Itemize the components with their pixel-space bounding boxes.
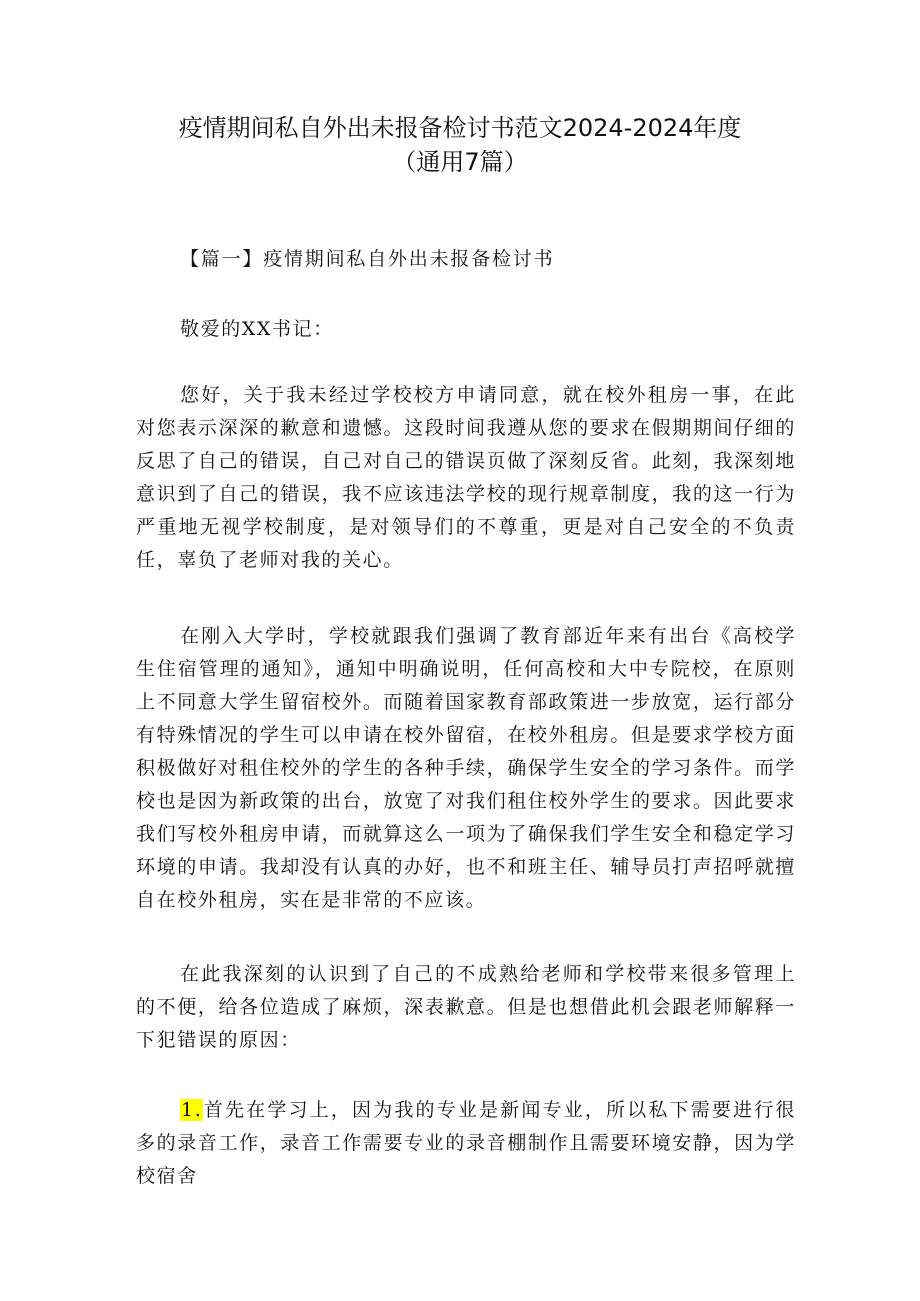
document-title-line1: 疫情期间私自外出未报备检讨书范文2024-2024年度 [178,114,742,142]
point-1-text: 首先在学习上，因为我的专业是新闻专业，所以私下需要进行很多的录音工作，录音工作需要专业的录音棚制作且需要环境安静，因为学校宿舍 [136,1099,796,1187]
document-title-line2: （通用7篇） [392,148,528,176]
paragraph-2: 在刚入大学时，学校就跟我们强调了教育部近年来有出台《高校学生住宿管理的通知》，通知中明确说明，任何高校和大中专院校，在原则上不同意大学生留宿校外。而随着国家教育部政策进一步放宽，运行部分有特殊情况的学生可以申请在校外留宿，在校外租房。但是要求学校方面积极做好对租住校外的学生的各种手续，确保学生安全的学习条件。而学校也是因为新政策的出台，放宽了对我们租住校外学生的要求。因此要求我们写校外租房申请，而就算这么一项为了确保我们学生安全和稳定学习环境的申请。我却没有认真的办好，也不和班主任、辅导员打声招呼就擅自在校外租房，实在是非常的不应该。 [136,625,796,911]
section-heading: 【篇一】疫情期间私自外出未报备检讨书 [180,248,555,270]
paragraph-point-1 [136,1094,796,1193]
paragraph-1: 您好，关于我未经过学校校方申请同意，就在校外租房一事，在此对您表示深深的歉意和遗憾。这段时间我遵从您的要求在假期期间仔细的反思了自己的错误，自己对自己的错误页做了深刻反省。此刻，我深刻地意识到了自己的错误，我不应该违法学校的现行规章制度，我的这一行为严重地无视学校制度，是对领导们的不尊重，更是对自己安全的不负责任，辜负了老师对我的关心。 [136,384,796,571]
salutation: 敬爱的XX书记： [180,318,334,340]
paragraph-3: 在此我深刻的认识到了自己的不成熟给老师和学校带来很多管理上的不便，给各位造成了麻烦，深表歉意。但是也想借此机会跟老师解释一下犯错误的原因： [136,963,796,1051]
point-1-marker-highlight: 1. [181,1099,203,1121]
